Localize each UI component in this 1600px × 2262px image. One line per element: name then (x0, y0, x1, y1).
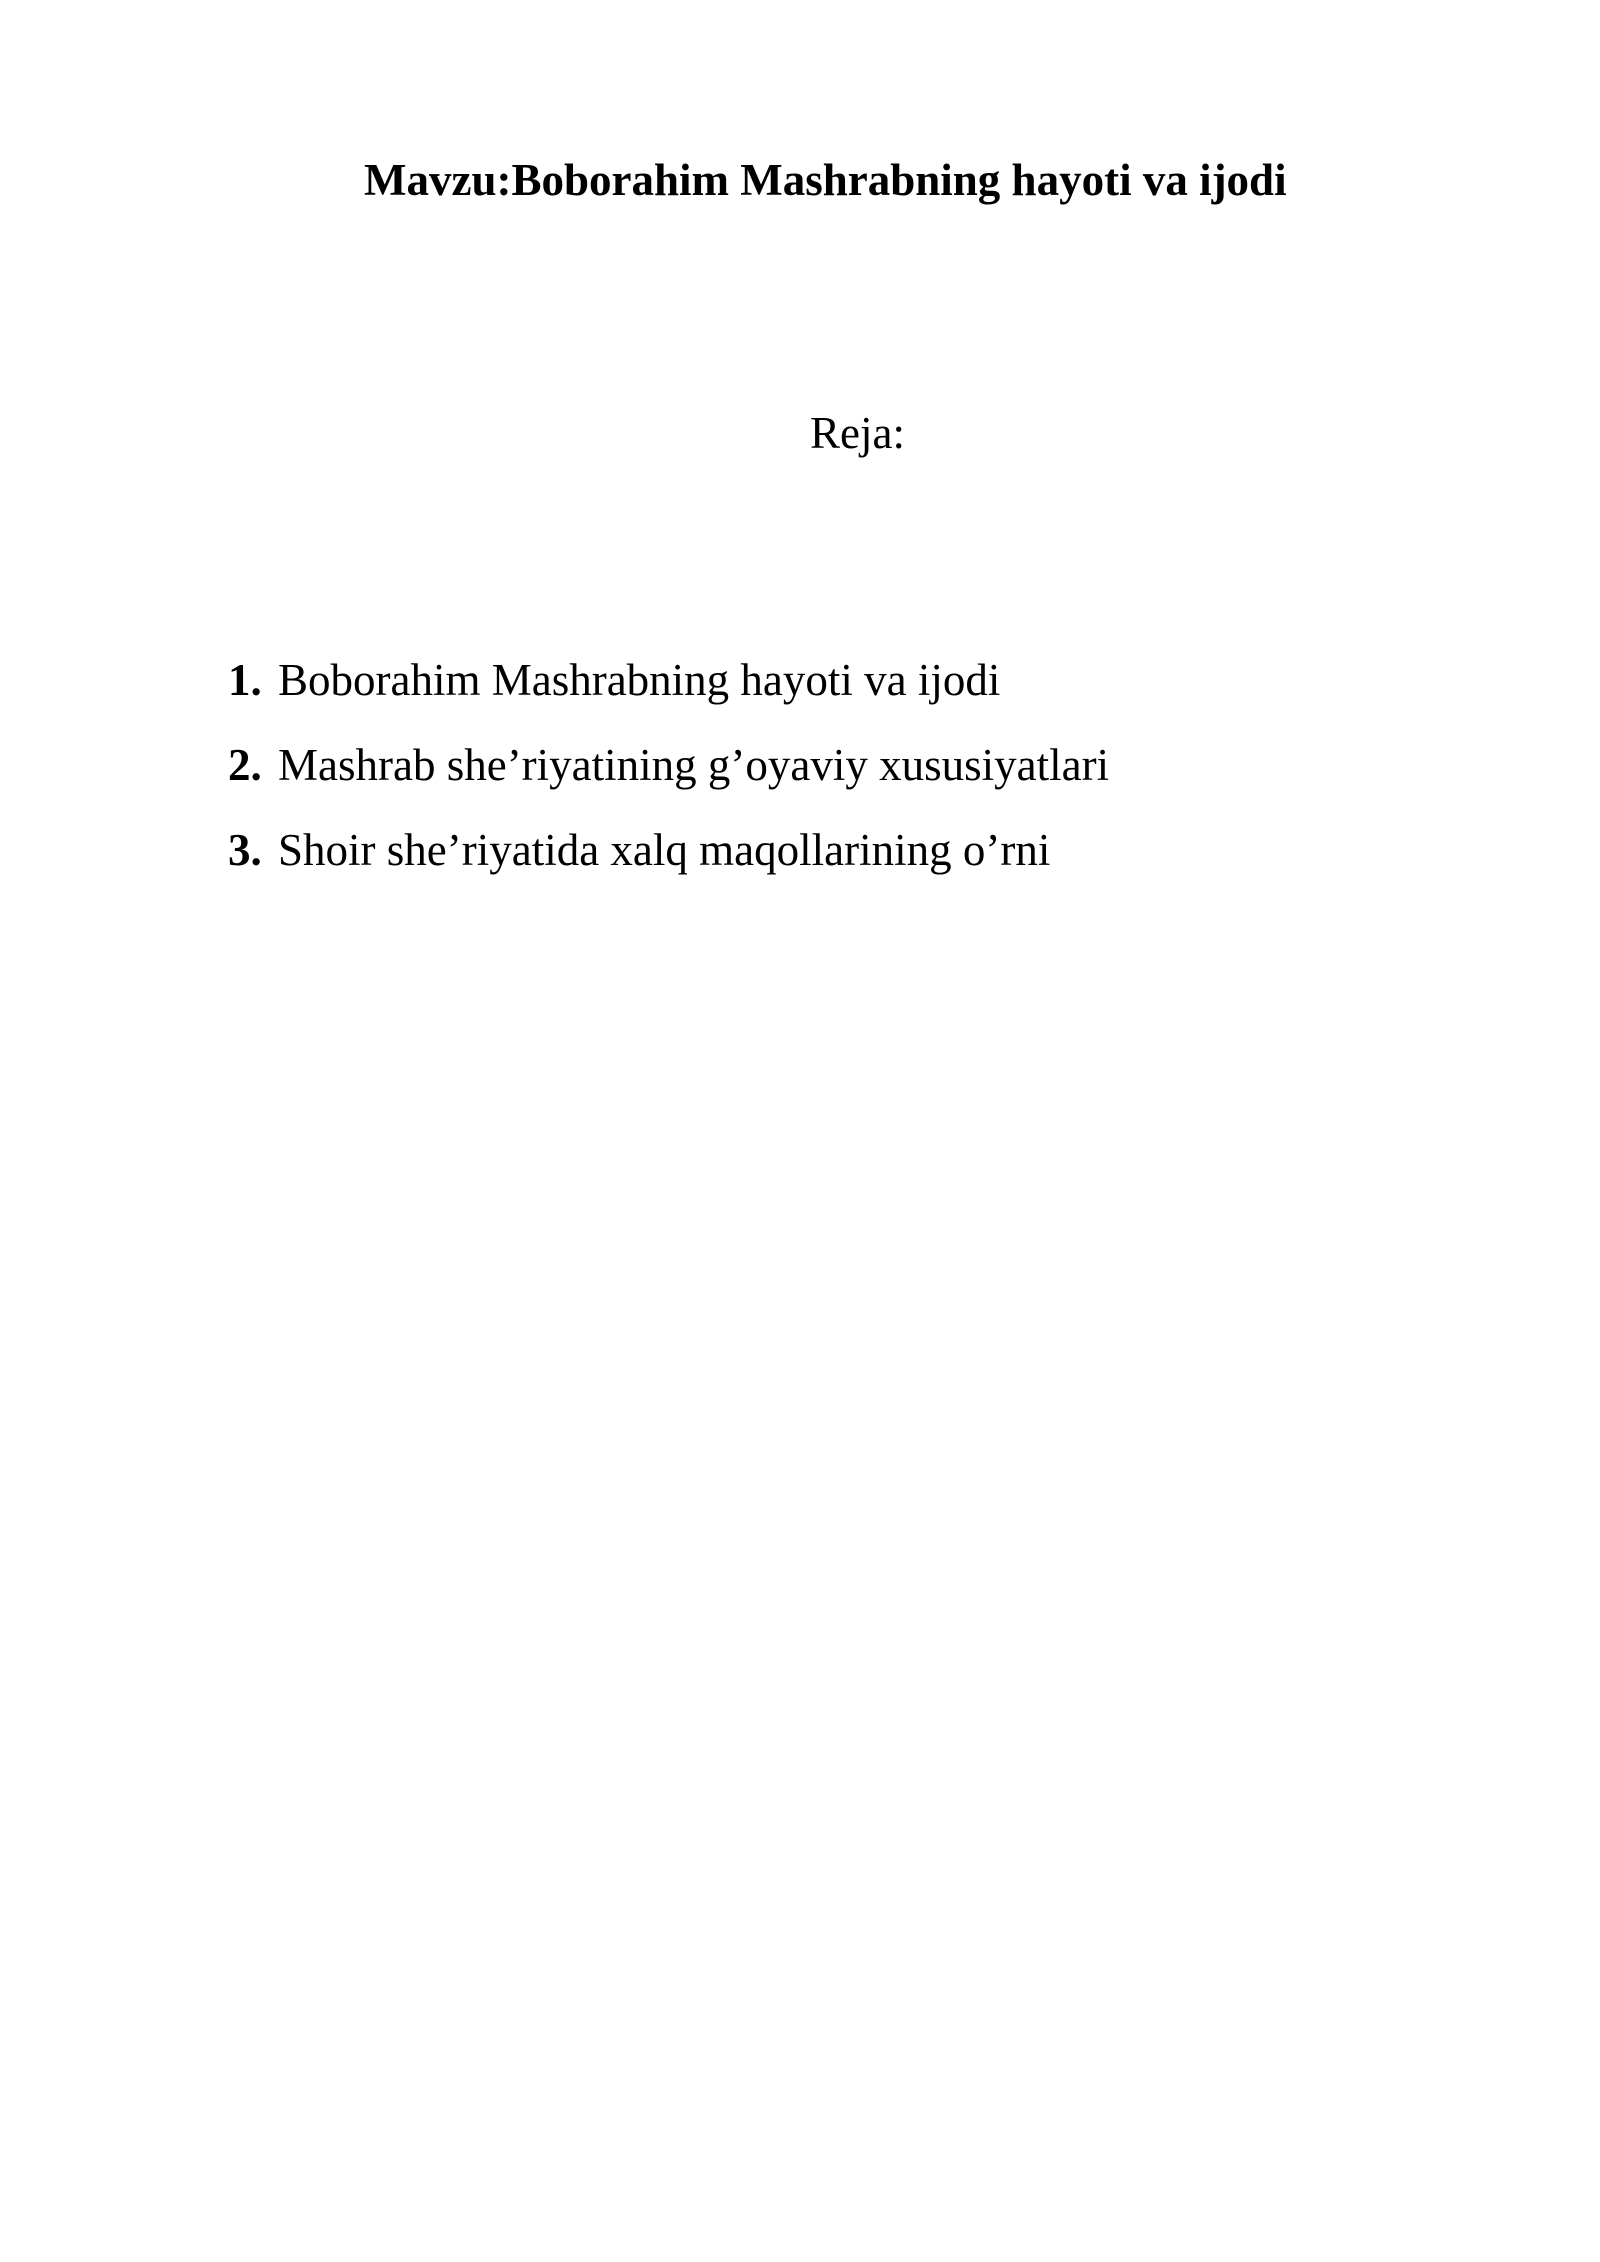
plan-item-number: 3. (228, 825, 262, 875)
plan-list (228, 652, 1109, 907)
plan-item-3 (228, 822, 1109, 907)
document-title: Mavzu:Boborahim Mashrabning hayoti va ijodi (364, 155, 1287, 205)
plan-item-text: Boborahim Mashrabning hayoti va ijodi (278, 655, 1001, 705)
plan-item-number: 2. (228, 740, 262, 790)
plan-item-number: 1. (228, 655, 262, 705)
plan-item-text: Mashrab she’riyatining g’oyaviy xususiyatlari (278, 740, 1110, 790)
plan-heading: Reja: (810, 408, 905, 458)
plan-item-2 (228, 737, 1109, 822)
plan-item-1 (228, 652, 1109, 737)
plan-item-text: Shoir she’riyatida xalq maqollarining o’rni (278, 825, 1051, 875)
